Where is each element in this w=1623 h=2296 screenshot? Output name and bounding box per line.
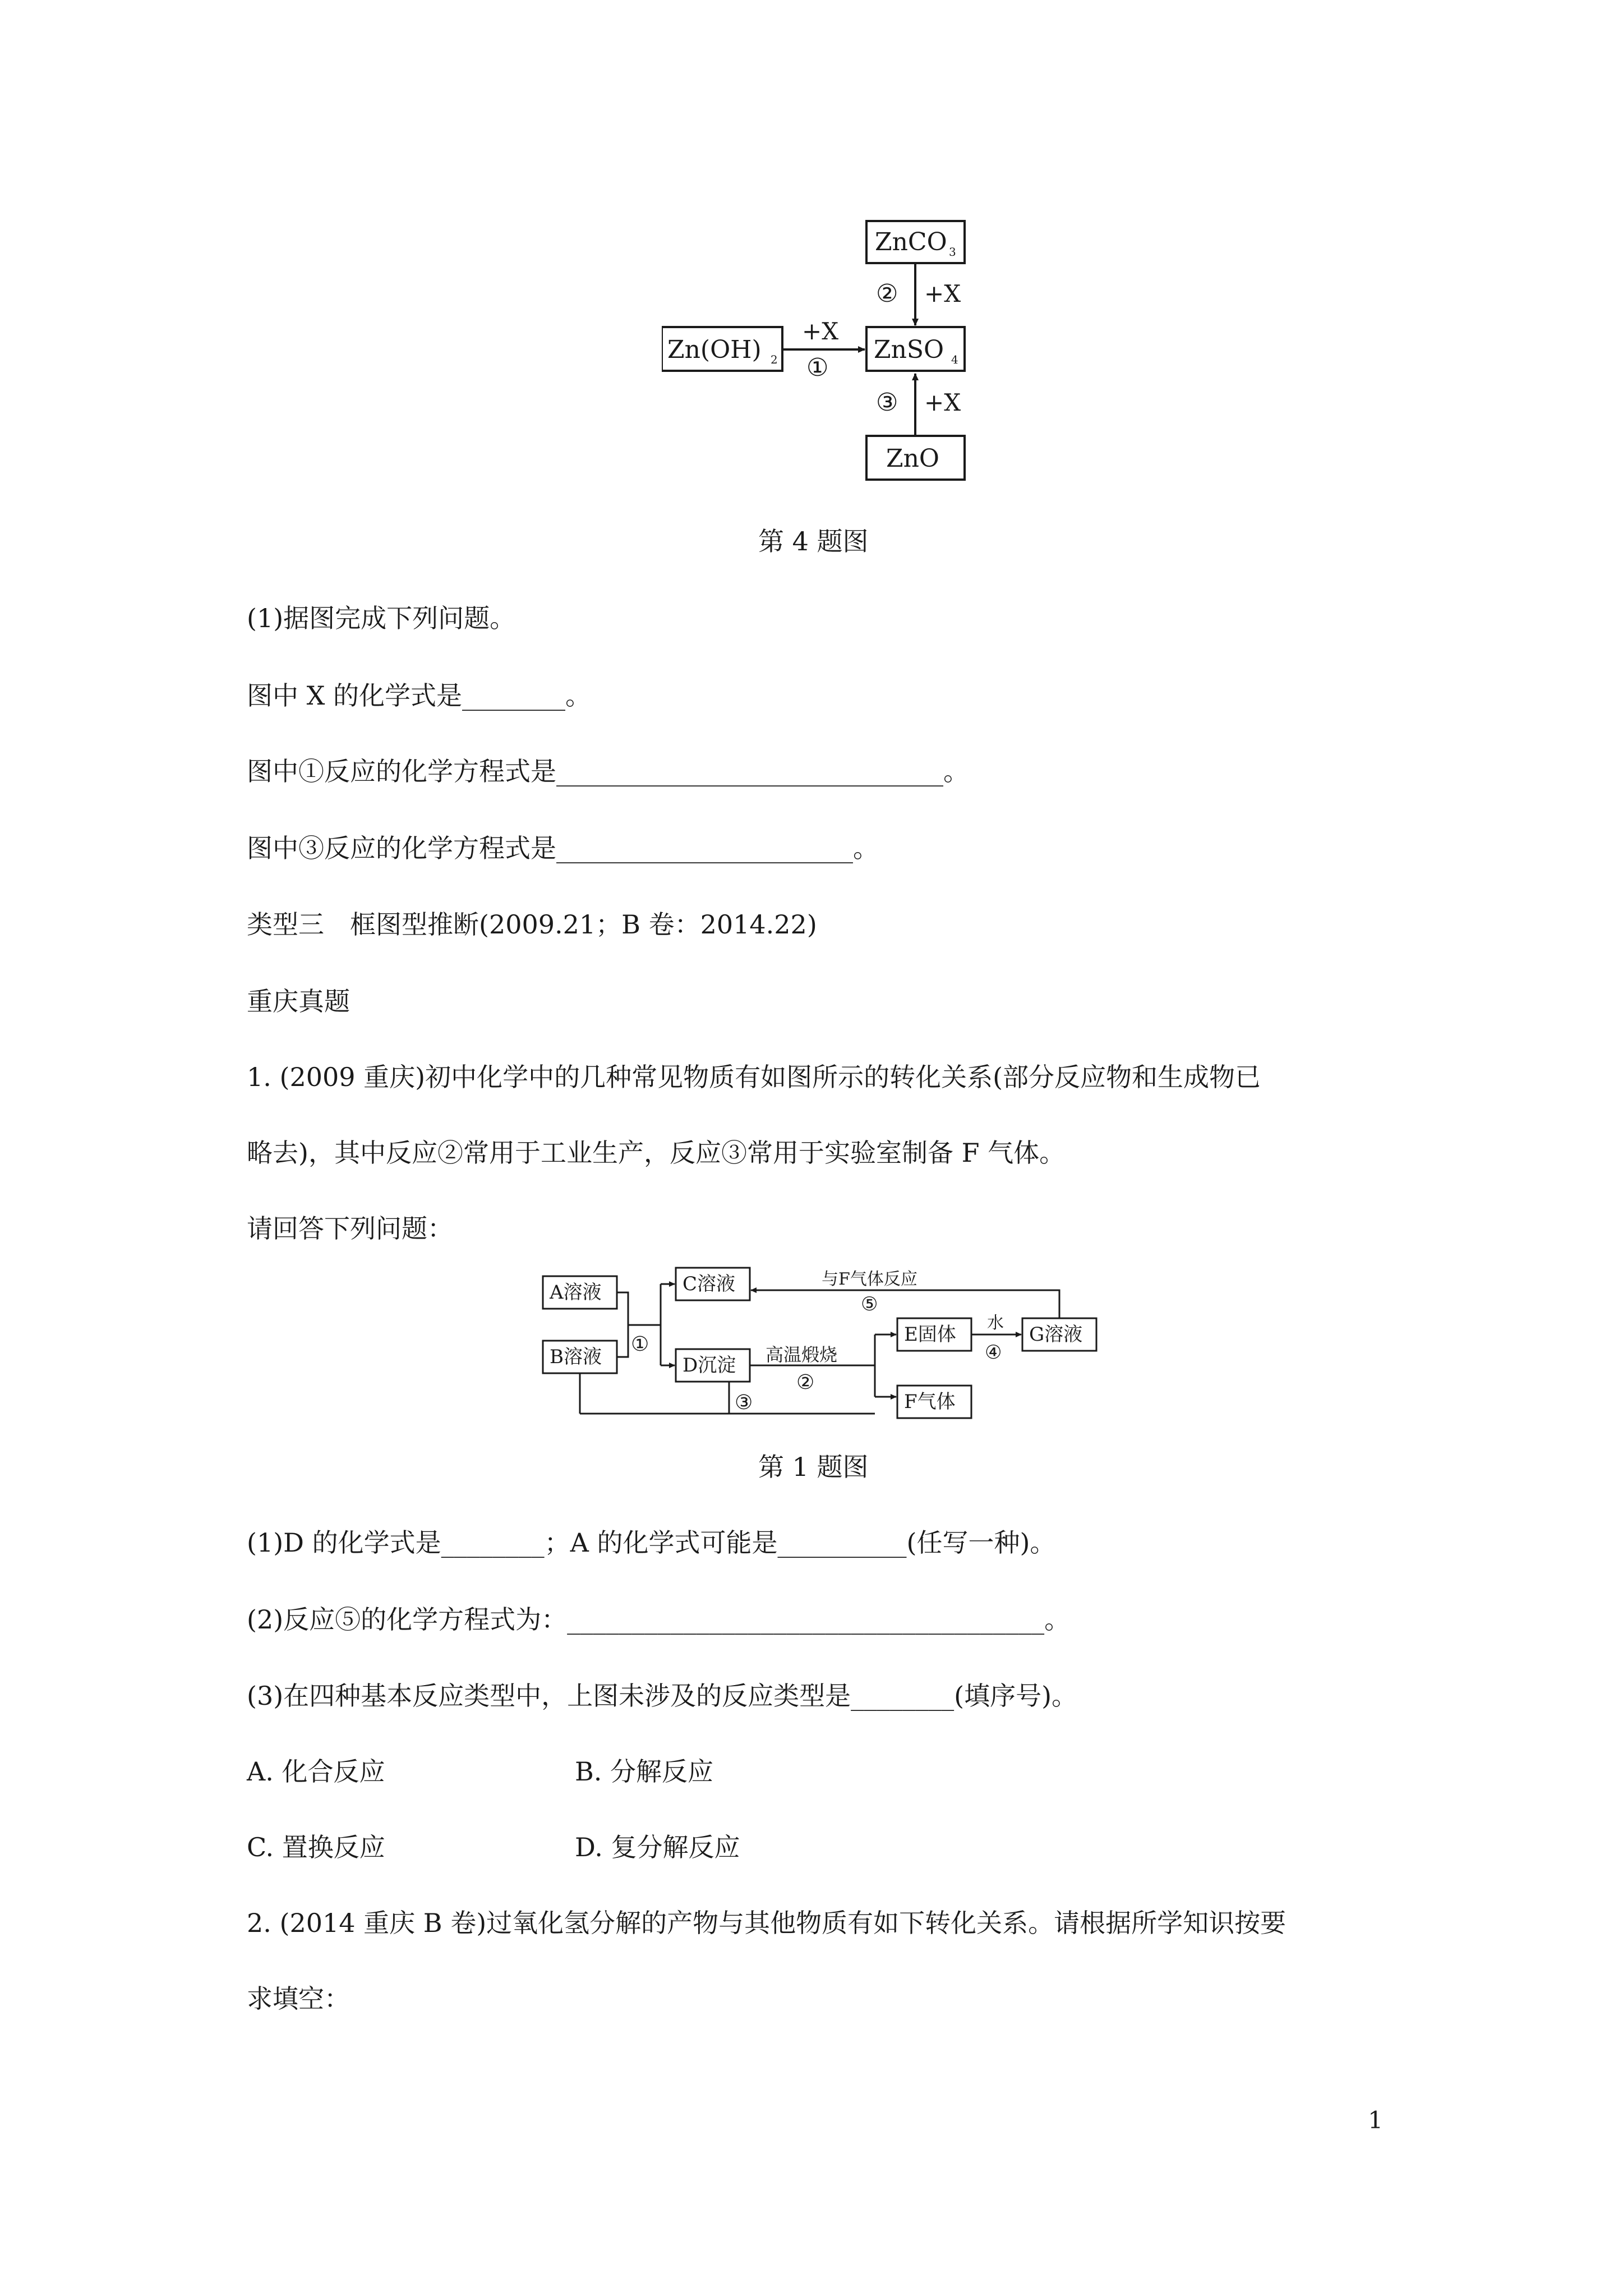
- arrow-2-number: ②: [876, 279, 898, 308]
- reaction-5-condition: 与F气体反应: [822, 1269, 917, 1289]
- box-zno: [866, 436, 965, 480]
- reaction-4-condition: 水: [987, 1313, 1004, 1333]
- svg-text:ZnO: ZnO: [886, 444, 939, 473]
- svg-text:F气体: F气体: [904, 1391, 956, 1413]
- link-a-b: [617, 1292, 628, 1357]
- svg-text:ZnCO: ZnCO: [875, 228, 947, 256]
- reaction-3-number: ③: [735, 1391, 753, 1414]
- svg-text:A溶液: A溶液: [550, 1281, 602, 1304]
- reaction-5-number: ⑤: [861, 1293, 878, 1315]
- box-f: [897, 1386, 971, 1418]
- box-b: [543, 1341, 617, 1373]
- svg-text:ZnSO: ZnSO: [874, 335, 944, 364]
- svg-text:4: 4: [951, 353, 958, 366]
- svg-text:B溶液: B溶液: [550, 1346, 602, 1368]
- svg-text:G溶液: G溶液: [1029, 1323, 1083, 1346]
- box-znso4: [866, 327, 965, 371]
- page-number: 1: [1368, 2106, 1383, 2134]
- question-x-formula: 图中 X 的化学式是________。: [247, 680, 591, 711]
- box-znco3: [866, 221, 965, 263]
- problem-1-line-2: 略去)，其中反应②常用于工业生产，反应③常用于实验室制备 F 气体。: [247, 1138, 1066, 1168]
- reaction-1-number: ①: [631, 1333, 649, 1356]
- option-c: C. 置换反应: [247, 1832, 385, 1862]
- arrow-1-number: ①: [806, 353, 829, 382]
- arrow-3-reagent: +X: [924, 389, 961, 416]
- arrow-g-to-c: [751, 1290, 1059, 1318]
- answer-3: (3)在四种基本反应类型中，上图未涉及的反应类型是________(填序号)。: [247, 1681, 1078, 1711]
- reaction-2-condition: 高温煅烧: [766, 1344, 838, 1365]
- figure-4-diagram: [662, 213, 998, 482]
- arrow-1-reagent: +X: [802, 318, 839, 345]
- figure-4-caption: 第 4 题图: [758, 526, 869, 556]
- box-e: [897, 1318, 971, 1351]
- svg-text:3: 3: [949, 245, 956, 259]
- figure-1-diagram: [538, 1257, 1099, 1425]
- reaction-2-number: ②: [796, 1371, 815, 1394]
- box-c: [676, 1268, 750, 1300]
- problem-2-line-2: 求填空：: [247, 1984, 350, 2014]
- arrow-3-number: ③: [876, 388, 898, 417]
- svg-text:D沉淀: D沉淀: [683, 1354, 736, 1377]
- option-d: D. 复分解反应: [575, 1832, 740, 1862]
- figure-1-caption: 第 1 题图: [758, 1452, 869, 1482]
- answer-1: (1)D 的化学式是________；A 的化学式可能是__________(任写一种)。: [247, 1527, 1056, 1558]
- reaction-4-number: ④: [985, 1341, 1002, 1364]
- question-equation-1: 图中①反应的化学方程式是______________________________。: [247, 756, 969, 786]
- svg-text:Zn(OH): Zn(OH): [667, 335, 762, 364]
- box-d: [676, 1349, 750, 1382]
- problem-1-line-1: 1. (2009 重庆)初中化学中的几种常见物质有如图所示的转化关系(部分反应物和生成物已: [247, 1062, 1261, 1092]
- option-a: A. 化合反应: [247, 1756, 385, 1787]
- box-g: [1022, 1318, 1096, 1351]
- svg-text:2: 2: [771, 353, 778, 366]
- subsection-heading: 重庆真题: [247, 986, 350, 1016]
- arrow-2-reagent: +X: [924, 280, 961, 307]
- answer-2: (2)反应⑤的化学方程式为：_____________________________________。: [247, 1604, 1071, 1635]
- svg-text:E固体: E固体: [904, 1323, 956, 1346]
- problem-2-line-1: 2. (2014 重庆 B 卷)过氧化氢分解的产物与其他物质有如下转化关系。请根据所学知识按要: [247, 1908, 1287, 1938]
- box-znoh2: [662, 327, 782, 371]
- question-equation-3: 图中③反应的化学方程式是_______________________。: [247, 833, 879, 863]
- option-b: B. 分解反应: [575, 1756, 714, 1787]
- section-heading: 类型三 框图型推断(2009.21；B 卷：2014.22): [247, 909, 817, 940]
- question-part-1: (1)据图完成下列问题。: [247, 603, 516, 633]
- svg-text:C溶液: C溶液: [683, 1273, 736, 1295]
- box-a: [543, 1276, 617, 1309]
- problem-1-line-3: 请回答下列问题：: [247, 1213, 453, 1244]
